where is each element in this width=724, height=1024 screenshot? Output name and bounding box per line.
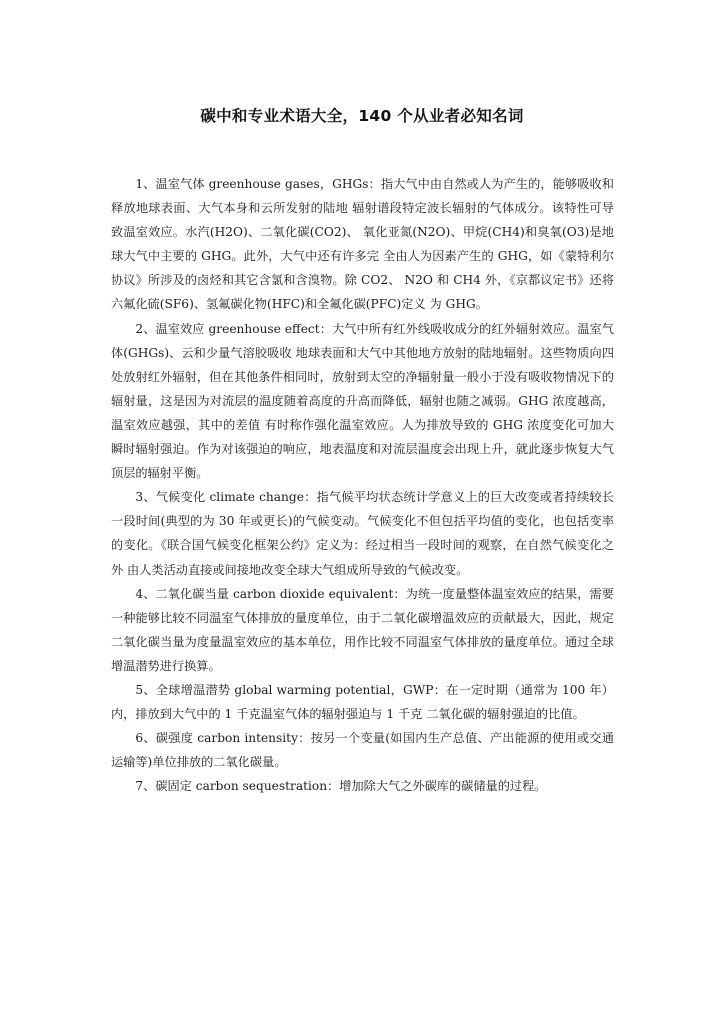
term-paragraph-carbon-sequestration: 7、碳固定 carbon sequestration：增加除大气之外碳库的碳储量的过程。 (135, 779, 547, 794)
term-paragraph-carbon-intensity: 6、碳强度 carbon intensity：按另一个变量(如国内生产总值、产出能源的使用或交通运输等)单位排放的二氧化碳量。 (111, 731, 614, 770)
term-paragraph-gwp: 5、全球增温潜势 global warming potential，GWP：在一定时期（通常为 100 年）内，排放到大气中的 1 千克温室气体的辐射强迫与 1 千克 二氧化碳的辐射强迫的比值。 (111, 682, 614, 722)
term-paragraph-co2-equivalent: 4、二氧化碳当量 carbon dioxide equivalent：为统一度量整体温室效应的结果，需要一种能够比较不同温室气体排放的量度单位，由于二氧化碳增温效应的贡献最大，因此，规定二氧化碳当量为度量温室效应的基本单位，用作比较不同温室气体排放的量度单位。通过全球增温潜势进行换算。 (111, 586, 614, 673)
document-title: 碳中和专业术语大全，140 个从业者必知名词 (200, 107, 524, 125)
term-paragraph-greenhouse-effect: 2、温室效应 greenhouse effect：大气中所有红外线吸收成分的红外辐射效应。温室气体(GHGs)、云和少量气溶胶吸收 地球表面和大气中其他地方放射的陆地辐射。这些物质向四处放射红外辐射，但在其他条件相同时，放射到太空的净辐射量一般小于没有吸收物情况下的辐射量，这是因为对流层的温度随着高度的升高而降低，辐射也随之减弱。GHG 浓度越高，温室效应越强，其中的差值 有时称作强化温室效应。人为排放导致的 GHG 浓度变化可加大瞬时辐射强迫。作为对该强迫的响应，地表温度和对流层温度会出现上升，就此逐步恢复大气顶层的辐射平衡。 (111, 321, 614, 481)
term-paragraph-climate-change: 3、气候变化 climate change：指气候平均状态统计学意义上的巨大改变或者持续较长一段时间(典型的为 30 年或更长)的气候变动。气候变化不但包括平均值的变化，也包括变率的变化。《联合国气候变化框架公约》定义为：经过相当一段时间的观察，在自然气候变化之外 由人类活动直接或间接地改变全球大气组成所导致的气候改变。 (111, 490, 614, 577)
term-paragraph-greenhouse-gases: 1、温室气体 greenhouse gases，GHGs：指大气中由自然或人为产生的，能够吸收和释放地球表面、大气本身和云所发射的陆地 辐射谱段特定波长辐射的气体成分。该特性可导致温室效应。水汽(H2O)、二氧化碳(CO2)、 氧化亚氮(N2O)、甲烷(CH4)和臭氧(O3)是地球大气中主要的 GHG。此外，大气中还有许多完 全由人为因素产生的 GHG，如《蒙特利尔协议》所涉及的卤烃和其它含氯和含溴物。除 CO2、 N2O 和 CH4 外，《京都议定书》还将六氟化硫(SF6)、氢氟碳化物(HFC)和全氟化碳(PFC)定义 为 GHG。 (111, 177, 614, 312)
document-body (111, 172, 614, 798)
